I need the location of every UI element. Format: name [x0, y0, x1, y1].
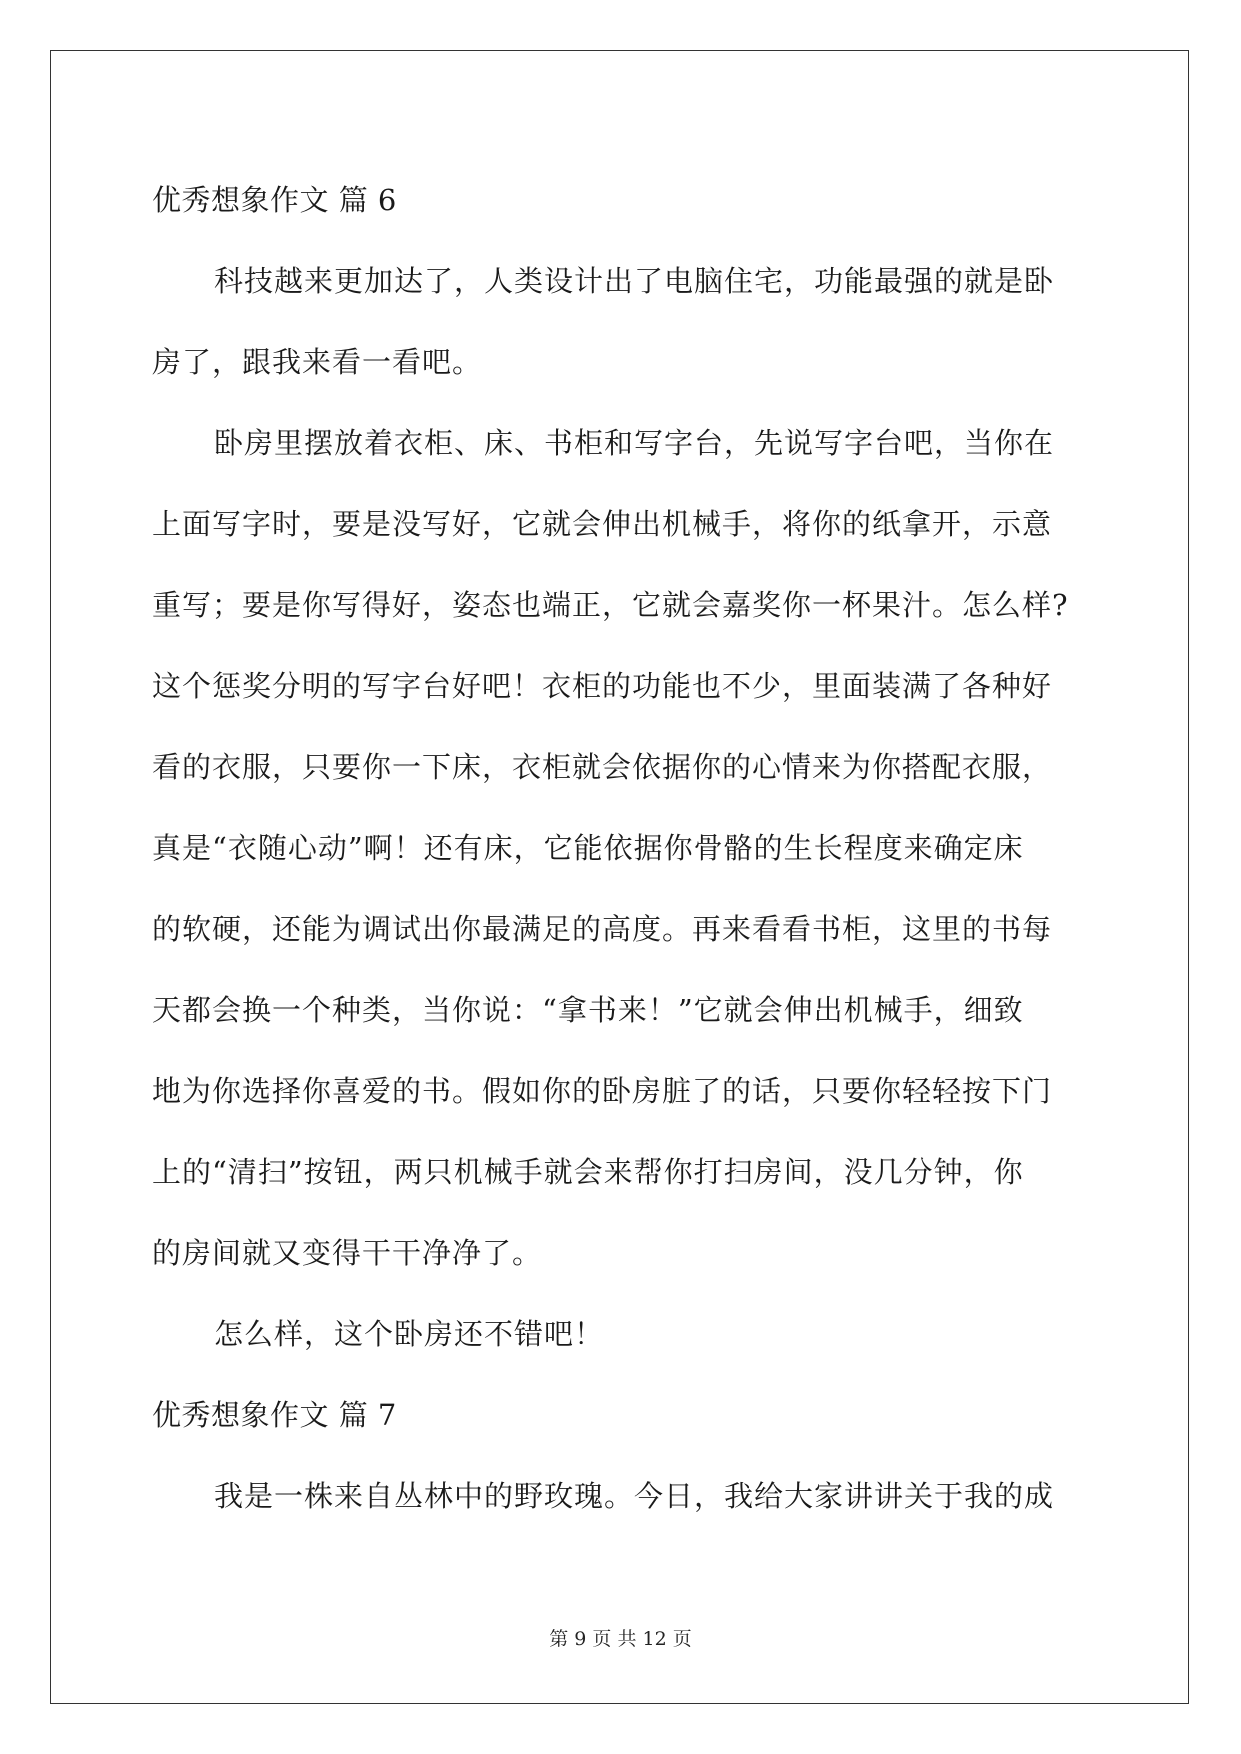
paragraph-line: 看的衣服，只要你一下床，衣柜就会依据你的心情来为你搭配衣服，: [152, 750, 1053, 784]
paragraph-line: 上面写字时，要是没写好，它就会伸出机械手，将你的纸拿开，示意: [152, 507, 1053, 541]
page-number-footer: 第 9 页 共 12 页: [549, 1628, 692, 1650]
paragraph-line: 怎么样，这个卧房还不错吧！: [214, 1317, 605, 1351]
paragraph-line: 科技越来更加达了，人类设计出了电脑住宅，功能最强的就是卧: [214, 264, 1055, 298]
paragraph-line: 这个惩奖分明的写字台好吧！衣柜的功能也不少，里面装满了各种好: [152, 669, 1053, 703]
paragraph-line: 的软硬，还能为调试出你最满足的高度。再来看看书柜，这里的书每: [152, 912, 1053, 946]
section-heading: 优秀想象作文 篇 7: [152, 1398, 397, 1432]
paragraph-line: 天都会换一个种类，当你说：“拿书来！”它就会伸出机械手，细致: [152, 993, 1024, 1027]
paragraph-line: 我是一株来自丛林中的野玫瑰。今日，我给大家讲讲关于我的成: [214, 1479, 1055, 1513]
paragraph-line: 真是“衣随心动”啊！还有床，它能依据你骨骼的生长程度来确定床: [152, 831, 1024, 865]
paragraph-line: 卧房里摆放着衣柜、床、书柜和写字台，先说写字台吧，当你在: [214, 426, 1055, 460]
paragraph-line: 房了，跟我来看一看吧。: [152, 345, 483, 379]
document-body: [152, 160, 1092, 1537]
paragraph-line: 的房间就又变得干干净净了。: [152, 1236, 543, 1270]
paragraph-line: 地为你选择你喜爱的书。假如你的卧房脏了的话，只要你轻轻按下门: [152, 1074, 1053, 1108]
section-heading: 优秀想象作文 篇 6: [152, 183, 397, 217]
paragraph-line: 上的“清扫”按钮，两只机械手就会来帮你打扫房间，没几分钟，你: [152, 1155, 1024, 1189]
paragraph-line: 重写；要是你写得好，姿态也端正，它就会嘉奖你一杯果汁。怎么样?: [152, 588, 1069, 622]
